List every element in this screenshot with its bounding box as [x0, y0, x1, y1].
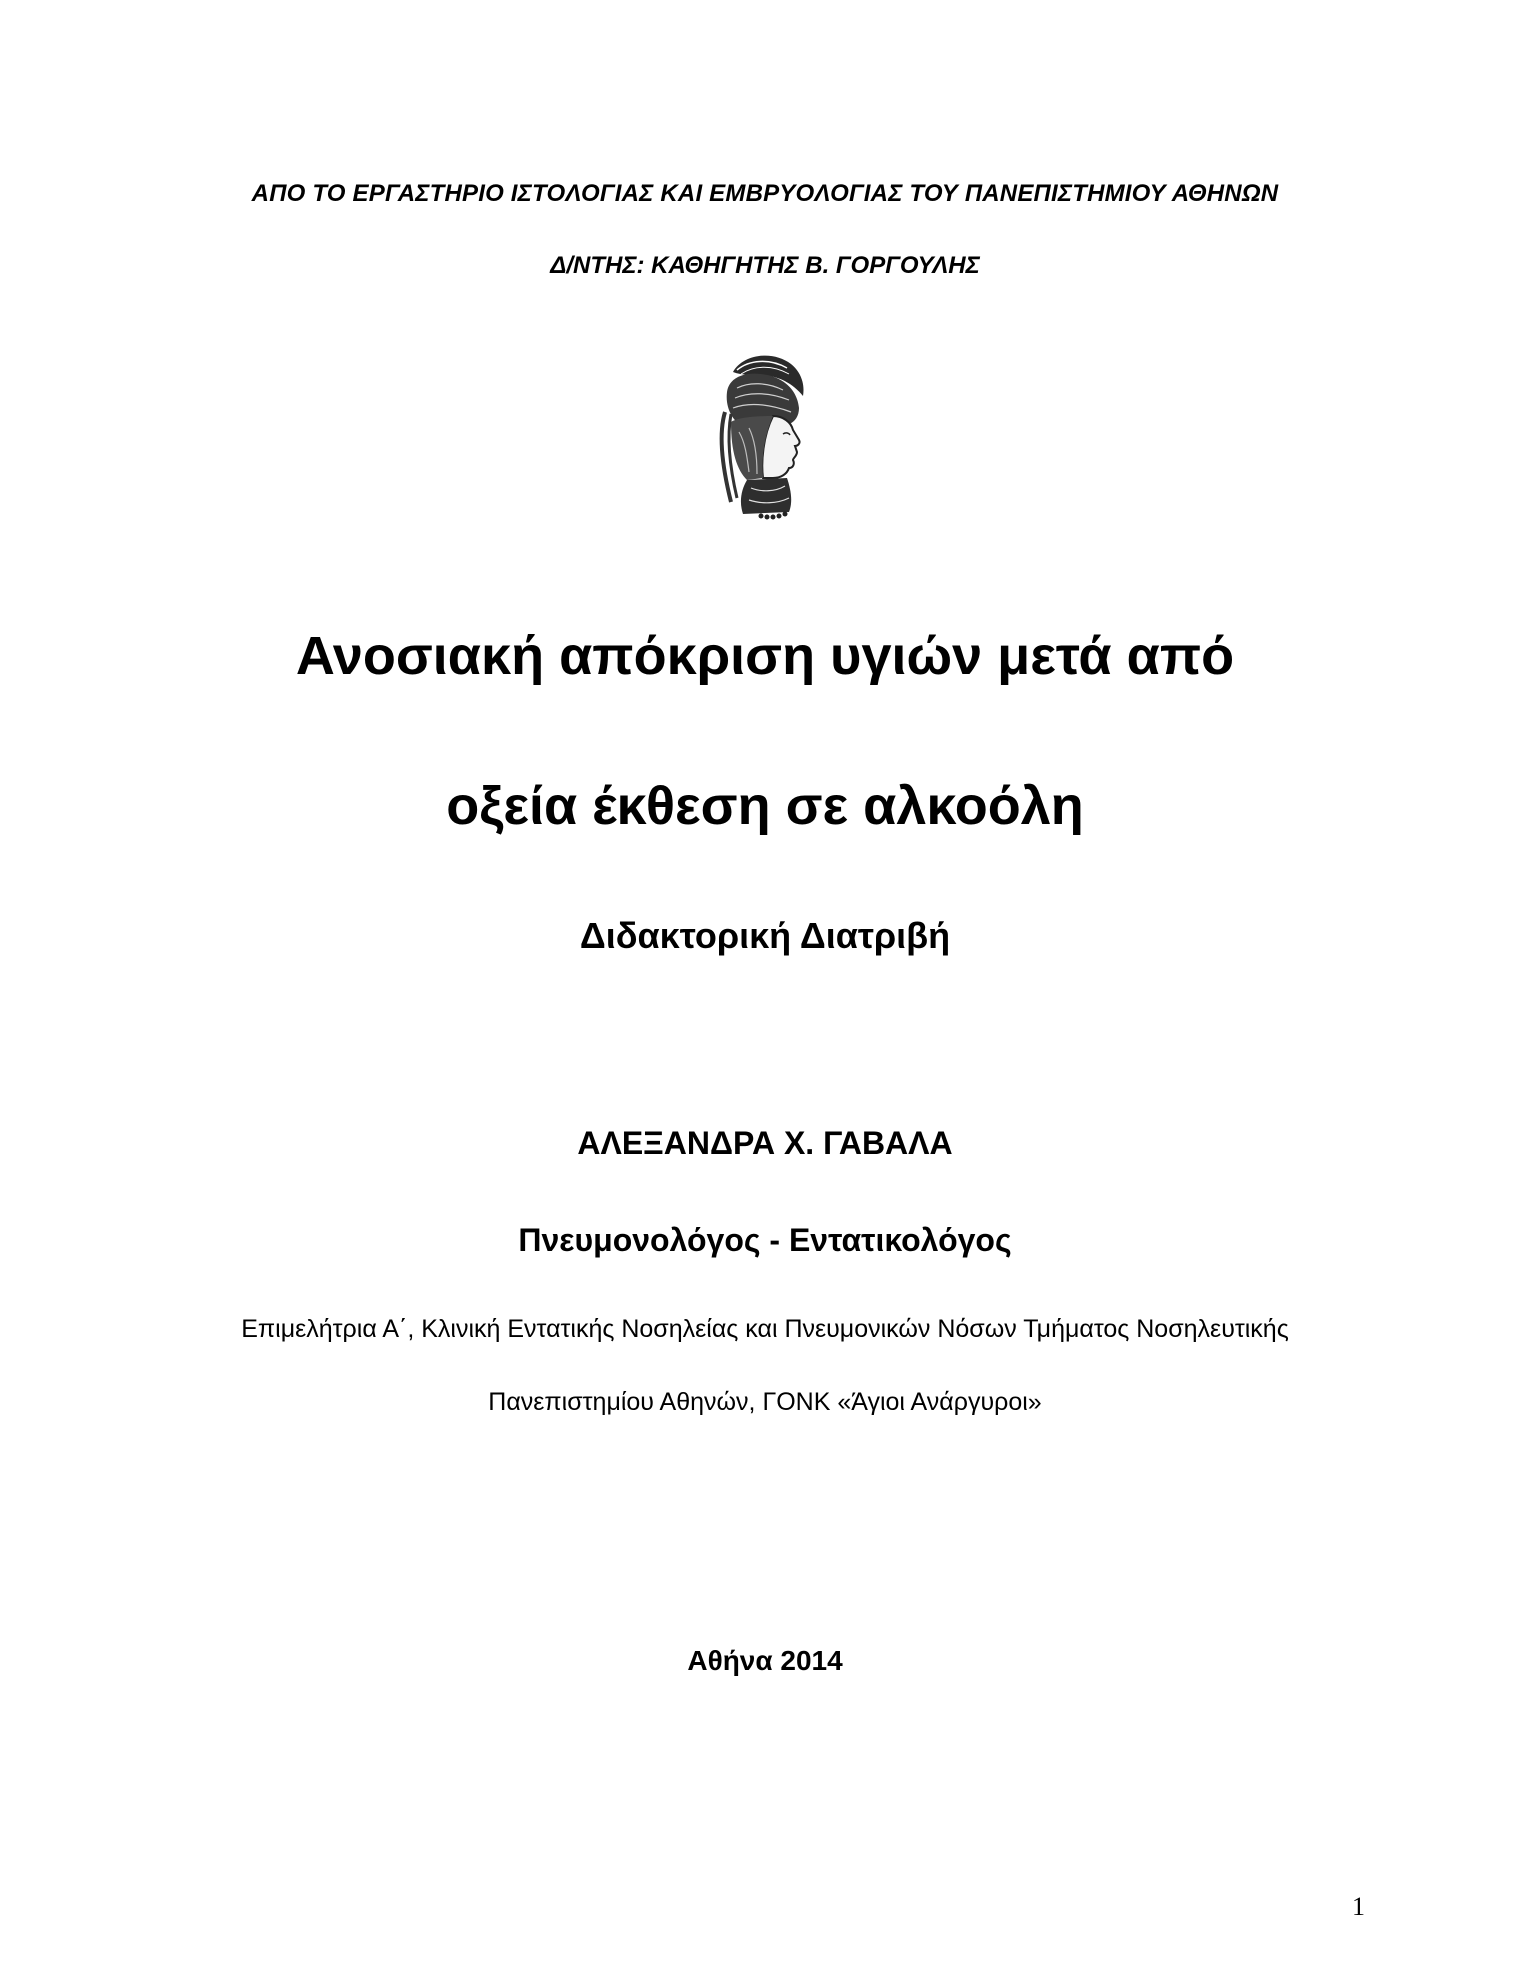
author-affiliation-line-2: Πανεπιστημίου Αθηνών, ΓΟΝΚ «Άγιοι Ανάργυροι»: [488, 1388, 1042, 1416]
director-heading: Δ/ΝΤΗΣ: ΚΑΘΗΓΗΤΗΣ Β. ΓΟΡΓΟΥΛΗΣ: [550, 252, 980, 279]
document-type: Διδακτορική Διατριβή: [579, 915, 951, 956]
page-number: 1: [1352, 1892, 1365, 1921]
lab-heading: ΑΠΟ ΤΟ ΕΡΓΑΣΤΗΡΙΟ ΙΣΤΟΛΟΓΙΑΣ ΚΑΙ ΕΜΒΡΥΟΛΟΓΙΑΣ ΤΟΥ ΠΑΝΕΠΙΣΤΗΜΙΟΥ ΑΘΗΝΩΝ: [251, 180, 1279, 207]
author-affiliation-line-1: Επιμελήτρια Α΄, Κλινική Εντατικής Νοσηλείας και Πνευμονικών Νόσων Τμήματος Νοσηλευτικής: [241, 1315, 1289, 1343]
thesis-title-line-1: Ανοσιακή απόκριση υγιών μετά από: [295, 626, 1235, 686]
author-specialty: Πνευμονολόγος - Εντατικολόγος: [518, 1222, 1012, 1258]
thesis-title-line-2: οξεία έκθεση σε αλκοόλη: [446, 776, 1084, 836]
athena-head-emblem-icon: [703, 352, 815, 524]
place-and-year: Αθήνα 2014: [687, 1645, 843, 1676]
author-name: ΑΛΕΞΑΝΔΡΑ Χ. ΓΑΒΑΛΑ: [577, 1125, 953, 1161]
